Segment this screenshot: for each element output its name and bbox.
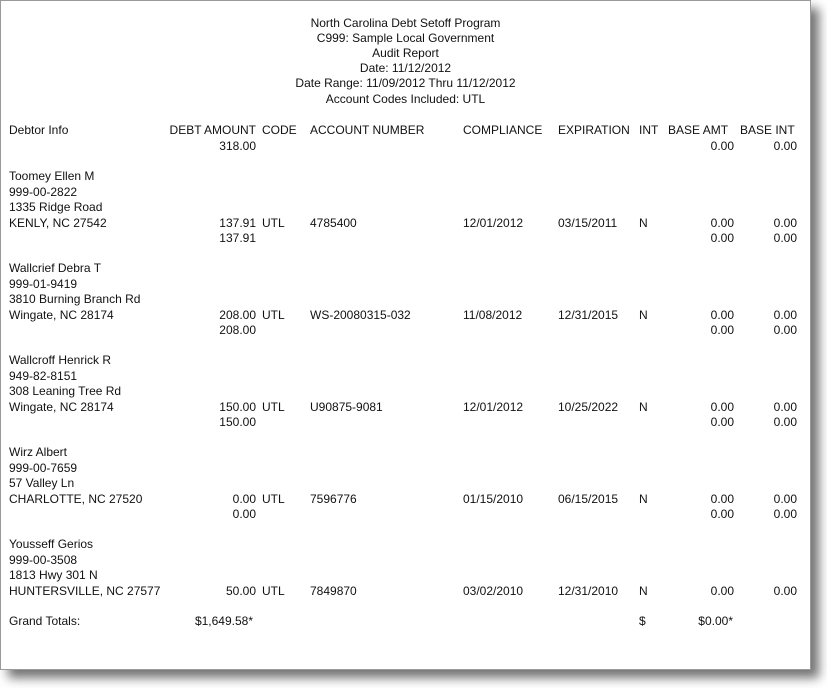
debtor-street: 57 Valley Ln [9,476,75,490]
base-amt: 0.00 [710,215,734,230]
col-compliance: COMPLIANCE [463,123,543,137]
subtotal-debt-amount: 0.00 [232,507,256,521]
account-number: 7849870 [310,583,357,598]
opening-base-int: 0.00 [773,139,797,153]
base-amt: 0.00 [710,307,734,322]
debtor-name: Wallcroff Henrick R [9,353,112,367]
base-amt: 0.00 [710,583,734,598]
debtor-name: Wirz Albert [9,445,68,459]
grand-total-debt-amount: $1,649.58* [194,614,253,628]
col-debtor-info: Debtor Info [9,123,69,137]
debt-code: UTL [262,307,285,322]
debtor-name: Toomey Ellen M [9,169,95,183]
col-expiration: EXPIRATION [558,123,630,137]
debtor-city: CHARLOTTE, NC 27520 [9,491,143,506]
col-base-int: BASE INT [740,123,795,137]
debt-amount: 50.00 [225,583,256,598]
expiration-date: 12/31/2015 [558,307,619,322]
compliance-date: 12/01/2012 [463,215,524,230]
subtotal-base-int: 0.00 [773,507,797,521]
col-debt-amount: DEBT AMOUNT [169,123,256,137]
account-number: U90875-9081 [310,399,383,414]
compliance-date: 11/08/2012 [463,307,523,322]
col-code: CODE [262,123,297,137]
debtor-street: 1813 Hwy 301 N [9,568,98,582]
opening-debt-amount: 318.00 [219,139,256,153]
grand-total-currency: $ [639,614,646,628]
account-number: WS-20080315-032 [310,307,411,322]
debt-code: UTL [262,583,285,598]
base-int: 0.00 [773,307,797,322]
base-amt: 0.00 [710,491,734,506]
compliance-date: 12/01/2012 [463,399,524,414]
debtor-city: Wingate, NC 28174 [9,307,114,322]
expiration-date: 12/31/2010 [558,583,619,598]
report-date-range: Date Range: 11/09/2012 Thru 11/12/2012 [295,76,516,90]
int-flag: N [639,307,648,322]
subtotal-base-amt: 0.00 [710,231,734,245]
subtotal-debt-amount: 150.00 [219,415,256,429]
base-int: 0.00 [773,491,797,506]
base-int: 0.00 [773,215,797,230]
debt-code: UTL [262,215,285,230]
debt-amount: 208.00 [219,307,256,322]
report-agency: C999: Sample Local Government [316,31,495,45]
compliance-date: 03/02/2010 [463,583,524,598]
report-program-title: North Carolina Debt Setoff Program [310,16,501,30]
debtor-ssn: 999-00-3508 [9,552,78,567]
debtor-ssn: 999-01-9419 [9,276,78,291]
col-account-number: ACCOUNT NUMBER [310,123,425,137]
subtotal-base-amt: 0.00 [710,507,734,521]
col-int: INT [639,123,659,137]
base-int: 0.00 [773,399,797,414]
subtotal-debt-amount: 208.00 [219,323,256,337]
report-date: Date: 11/12/2012 [359,61,452,75]
grand-totals-label: Grand Totals: [9,614,81,628]
debtor-ssn: 999-00-2822 [9,184,78,199]
report-title: Audit Report [372,46,439,60]
opening-base-amt: 0.00 [710,139,734,153]
int-flag: N [639,215,648,230]
expiration-date: 06/15/2015 [558,491,619,506]
debt-amount: 137.91 [219,215,256,230]
debtor-city: Wingate, NC 28174 [9,399,114,414]
debt-code: UTL [262,491,285,506]
subtotal-base-int: 0.00 [773,231,797,245]
account-number: 7596776 [310,491,357,506]
subtotal-base-amt: 0.00 [710,415,734,429]
int-flag: N [639,491,648,506]
compliance-date: 01/15/2010 [463,491,524,506]
base-int: 0.00 [773,583,797,598]
report-account-codes: Account Codes Included: UTL [325,92,486,106]
subtotal-base-int: 0.00 [773,415,797,429]
expiration-date: 03/15/2011 [558,215,618,230]
int-flag: N [639,583,648,598]
debtor-ssn: 949-82-8151 [9,368,78,383]
col-base-amt: BASE AMT [668,123,729,137]
debtor-street: 1335 Ridge Road [9,200,103,214]
subtotal-base-amt: 0.00 [710,323,734,337]
debtor-city: KENLY, NC 27542 [9,215,107,230]
account-number: 4785400 [310,215,357,230]
debt-amount: 150.00 [219,399,256,414]
debtor-street: 308 Leaning Tree Rd [9,384,122,398]
debtor-city: HUNTERSVILLE, NC 27577 [9,583,161,598]
debtor-name: Yousseff Gerios [9,537,94,551]
int-flag: N [639,399,648,414]
debt-code: UTL [262,399,285,414]
debtor-street: 3810 Burning Branch Rd [9,292,141,306]
expiration-date: 10/25/2022 [558,399,619,414]
debtor-ssn: 999-00-7659 [9,460,78,475]
debtor-name: Wallcrief Debra T [9,261,102,275]
debt-amount: 0.00 [232,491,256,506]
base-amt: 0.00 [710,399,734,414]
subtotal-base-int: 0.00 [773,323,797,337]
subtotal-debt-amount: 137.91 [219,231,256,245]
grand-total-base-amt: $0.00* [698,614,733,628]
